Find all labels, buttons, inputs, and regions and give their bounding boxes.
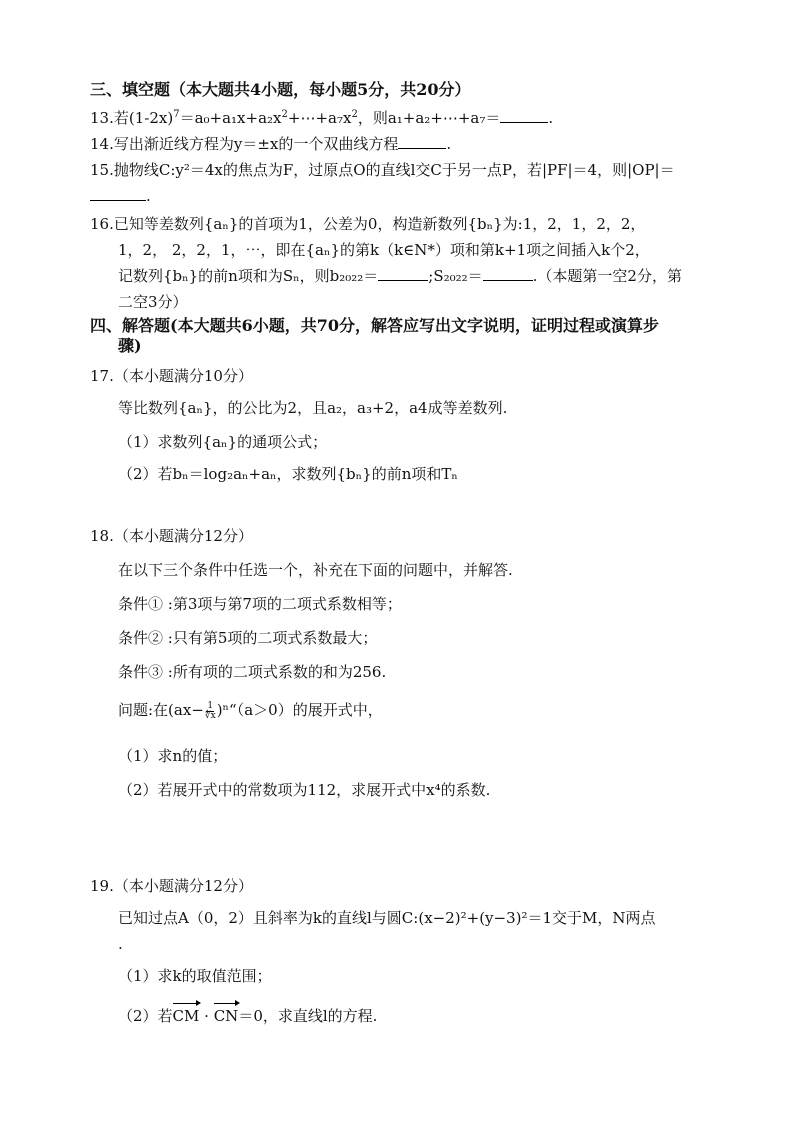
q17-header: 17.（本小题满分10分）: [90, 367, 253, 385]
q18-problem-text: 问题:在(ax−: [118, 701, 204, 719]
q16-mid: ;S₂₀₂₂＝: [428, 267, 483, 285]
answer-blank: [378, 266, 428, 281]
q13-exp3: 2: [351, 109, 358, 120]
answer-blank: [483, 266, 533, 281]
q19-part2: [118, 1006, 377, 1026]
section4-title-line2: 骤): [118, 336, 142, 355]
q13-exp: 7: [173, 109, 180, 120]
q14-text: 14.写出渐近线方程为y＝±x的一个双曲线方程: [90, 135, 399, 153]
q13-end: .: [548, 109, 554, 127]
q19-part2-post: ＝0，求直线l的方程.: [238, 1007, 378, 1025]
q19-part1: （1）求k的取值范围；: [118, 967, 272, 985]
q18-header: 18.（本小题满分12分）: [90, 527, 253, 545]
question-13: [90, 108, 553, 128]
q17-stem: 等比数列{aₙ}，的公比为2，且a₂，a₃+2，a4成等差数列.: [118, 399, 508, 417]
q15-end: .: [146, 187, 151, 205]
question-15: 15.抛物线C:y²＝4x的焦点为F，过原点O的直线l交C于另一点P，若|PF|＝4，则|OP|＝: [90, 161, 675, 179]
question-14: [90, 134, 451, 154]
q18-stem: 在以下三个条件中任选一个，补充在下面的问题中，并解答.: [118, 561, 513, 579]
q19-stem: 已知过点A（0，2）且斜率为k的直线l与圆C:(x−2)²+(y−3)²＝1交于M，N两点: [118, 909, 656, 927]
section3-title: 三、填空题（本大题共4小题，每小题5分，共20分）: [90, 80, 471, 99]
q16-post: .（本题第一空2分，第: [532, 267, 682, 285]
q18-cond2: 条件② :只有第5项的二项式系数最大；: [118, 629, 378, 647]
question-16-line1: 16.已知等差数列{aₙ}的首项为1，公差为0，构造新数列{bₙ}为:1，2，1，2，2，: [90, 215, 646, 233]
q17-part2: （2）若bₙ＝log₂aₙ+aₙ，求数列{bₙ}的前n项和Tₙ: [118, 465, 458, 483]
question-16-line2: 1，2， 2，2，1，⋯，即在{aₙ}的第k（k∈N*）项和第k+1项之间插入k个2，: [118, 241, 650, 259]
fraction-numerator: 1: [207, 700, 214, 711]
q18-part2: （2）若展开式中的常数项为112，求展开式中x⁴的系数.: [118, 781, 491, 799]
fraction: [205, 702, 216, 721]
q18-problem-post: )ⁿ“（a＞0）的展开式中，: [216, 701, 383, 719]
q16-text: 记数列{bₙ}的前n项和为Sₙ，则b₂₀₂₂＝: [118, 267, 379, 285]
q13-exp2: 2: [281, 109, 288, 120]
answer-blank: [398, 134, 446, 149]
q13-mid2: +⋯+a₇x: [287, 109, 352, 127]
q14-end: .: [446, 135, 452, 153]
answer-blank: [90, 186, 146, 201]
q13-text: 13.若(1-2x): [90, 109, 174, 127]
question-15-blank: [90, 186, 151, 206]
q13-mid: ＝a₀+a₁x+a₂x: [179, 109, 282, 127]
q18-cond3: 条件③ :所有项的二项式系数的和为256.: [118, 663, 387, 681]
q17-part1: （1）求数列{aₙ}的通项公式；: [118, 433, 328, 451]
dot-operator: ·: [199, 1007, 214, 1025]
answer-blank: [500, 108, 548, 123]
vector-cm: CM: [172, 1007, 200, 1025]
question-16-line4: 二空3分）: [118, 293, 188, 311]
q18-problem: [118, 700, 383, 721]
q19-header: 19.（本小题满分12分）: [90, 877, 253, 895]
q19-stem-end: .: [118, 935, 123, 953]
q19-part2-text: （2）若: [118, 1007, 173, 1025]
section4-title-line1: 四、解答题(本大题共6小题，共70分，解答应写出文字说明，证明过程或演算步: [90, 316, 659, 335]
fraction-denominator: ∜x: [204, 710, 216, 721]
vector-cn: CN: [213, 1007, 239, 1025]
question-16-line3: [118, 266, 682, 286]
q13-post: ，则a₁+a₂+⋯+a₇＝: [357, 109, 501, 127]
q18-cond1: 条件① :第3项与第7项的二项式系数相等；: [118, 595, 402, 613]
q18-part1: （1）求n的值；: [118, 747, 228, 765]
